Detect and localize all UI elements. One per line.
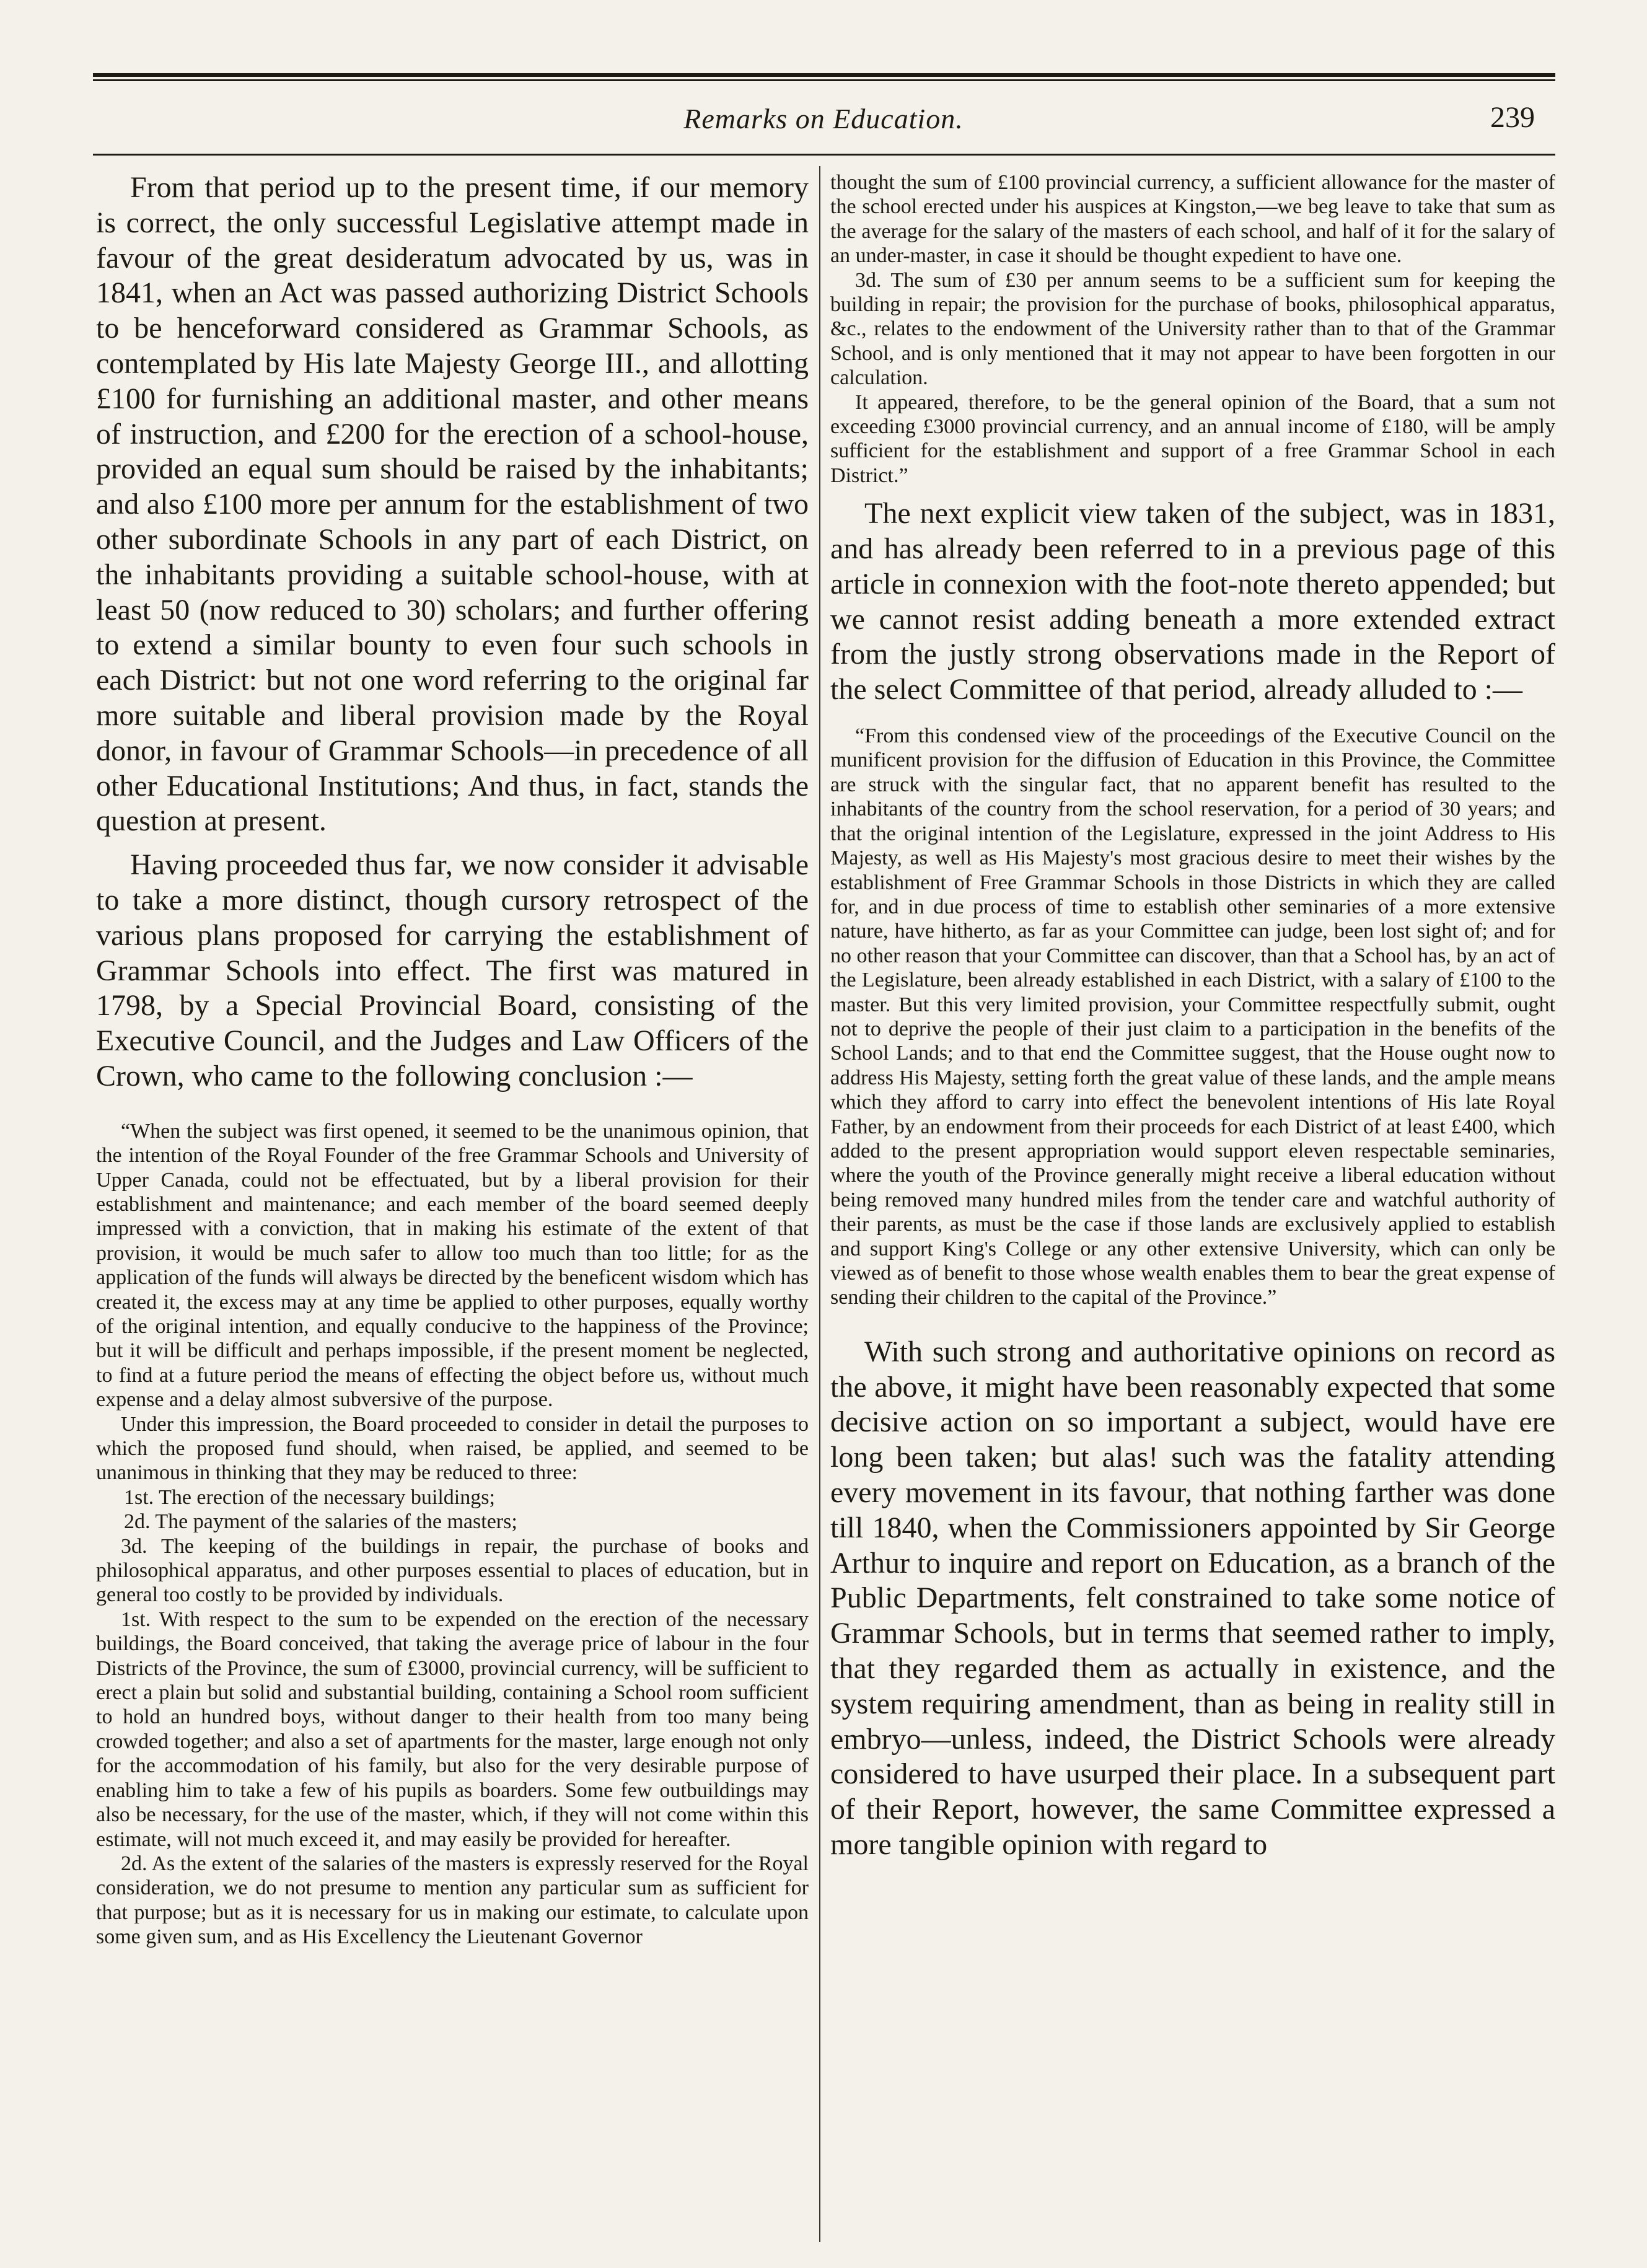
list-item: 3d. The keeping of the buildings in repair, the purchase of books and philosophical apparatus, and other purposes essential to places of education, but in general too costly to be provided by individuals. <box>96 1534 809 1607</box>
quote-paragraph: “From this condensed view of the proceedings of the Executive Council on the munificent provision for the diffusion of Education in this Province, the Committee are struck with the singular fact, that no apparent benefit has resulted to the inhabitants of the country from the school reservation, for a period of 30 years; and that the original intention of the Legislature, expressed in the joint Address to His Majesty, as well as His Majesty's most gracious desire to meet their wishes by the establishment of Free Grammar Schools in those Districts in which they are called for, and in due process of time to establish other seminaries of a more extensive nature, have hitherto, as far as your Committee can judge, been lost sight of; and for no other reason that your Committee can discover, than that a School has, by an act of the Legislature, been already established in each District, with a salary of £100 to the master. But this very limited provision, your Committee respectfully submit, ought not to deprive the people of their just claim to a participation in the benefits of the School Lands; and to that end the Committee suggest, that the House ought now to address His Majesty, setting forth the great value of these lands, and the ample means which they afford to carry into effect the benevolent intentions of His late Royal Father, by an endowment from their proceeds for each District of at least £400, which added to the present appropriation would support eleven respectable seminaries, where the youth of the Province generally might receive a liberal education without being removed many hundred miles from the tender care and watchful authority of their parents, as must be the case if those lands are exclusively applied to establish and support King's College or any other extensive University, which can only be viewed as of benefit to those whose wealth enables them to bear the great expense of sending their children to the capital of the Province.” <box>830 724 1555 1309</box>
top-thick-rule <box>93 73 1555 77</box>
page-number: 239 <box>1490 101 1535 134</box>
paragraph: The next explicit view taken of the subject, was in 1831, and has already been referred to in a previous page of this article in connexion with the foot-note thereto appended; but we cannot resist adding beneath a more extended extract from the justly strong observations made in the Report of the select Committee of that period, already alluded to :— <box>830 497 1555 706</box>
paragraph: From that period up to the present time, if our memory is correct, the only successful Legislative attempt made in favour of the great desideratum advocated by us, was in 1841, when an Act was passed authorizing District Schools to be henceforward considered as Grammar Schools, as contemplated by His late Majesty George III., and allotting £100 for furnishing an additional master, and other means of instruction, and £200 for the erection of a school-house, provided an equal sum should be raised by the inhabitants; and also £100 more per annum for the establishment of two other subordinate Schools in any part of each District, on the inhabitants providing a suitable school-house, with at least 50 (now reduced to 30) scholars; and further offering to extend a similar bounty to even four such schools in each District: but not one word referring to the original far more suitable and liberal provision made by the Royal donor, in favour of Grammar Schools—in precedence of all other Educational Institutions; And thus, in fact, stands the question at present. <box>96 171 809 838</box>
quote-paragraph: Under this impression, the Board proceeded to consider in detail the purposes to which the proposed fund should, when raised, be applied, and seemed to be unanimous in thinking that they may be reduced to three: <box>96 1412 809 1485</box>
paragraph: Having proceeded thus far, we now consider it advisable to take a more distinct, though cursory retrospect of the various plans proposed for carrying the establishment of Grammar Schools into effect. The first was matured in 1798, by a Special Provincial Board, consisting of the Executive Council, and the Judges and Law Officers of the Crown, who came to the following conclusion :— <box>96 848 809 1092</box>
right-column <box>830 170 1555 1863</box>
quote-paragraph: 2d. As the extent of the salaries of the masters is expressly reserved for the Royal consideration, we do not presume to mention any particular sum as sufficient for that purpose; but as it is necessary for us in making our estimate, to calculate upon some given sum, and as His Excellency the Lieutenant Governor <box>96 1852 809 1949</box>
list-item: 1st. The erection of the necessary buildings; <box>124 1485 495 1509</box>
header-rule <box>93 154 1555 156</box>
running-header: Remarks on Education. <box>683 103 964 134</box>
quote-paragraph: “When the subject was first opened, it seemed to be the unanimous opinion, that the intention of the Royal Founder of the free Grammar Schools and University of Upper Canada, could not be effectuated, but by a liberal provision for their establishment and maintenance; and each member of the board seemed deeply impressed with a conviction, that in making his estimate of the extent of that provision, it would be much safer to allow too much than too little; for as the application of the funds will always be directed by the beneficent wisdom which has created it, the excess may at any time be applied to other purposes, equally worthy of the original intention, and equally conducive to the happiness of the Province; but it will be difficult and perhaps impossible, if the present moment be neglected, to find at a future period the means of effecting the object before us, without much expense and a delay almost subversive of the purpose. <box>96 1119 809 1412</box>
quote-paragraph: thought the sum of £100 provincial currency, a sufficient allowance for the master of the school erected under his auspices at Kingston,—we beg leave to take that sum as the average for the salary of the masters of each school, and half of it for the salary of an under-master, in case it should be thought expedient to have one. <box>830 171 1555 268</box>
left-column <box>96 170 809 1949</box>
quote-paragraph: 3d. The sum of £30 per annum seems to be a sufficient sum for keeping the building in repair; the provision for the purchase of books, philosophical apparatus, &c., relates to the endowment of the University rather than to that of the Grammar School, and is only mentioned that it may not appear to have been forgotten in our calculation. <box>830 268 1555 390</box>
column-divider <box>819 166 820 2242</box>
quote-paragraph: It appeared, therefore, to be the general opinion of the Board, that a sum not exceeding £3000 provincial currency, and an annual income of £180, will be amply sufficient for the establishment and support of a free Grammar School in each District.” <box>830 390 1555 487</box>
top-thin-rule <box>93 79 1555 81</box>
paragraph: With such strong and authoritative opinions on record as the above, it might have been reasonably expected that some decisive action on so important a subject, would have ere long been taken; but alas! such was the fatality attending every movement in its favour, that nothing farther was done till 1840, when the Commissioners appointed by Sir George Arthur to inquire and report on Education, as a branch of the Public Departments, felt constrained to take some notice of Grammar Schools, but in terms that seemed rather to imply, that they regarded them as actually in existence, and the system requiring amendment, than as being in reality still in embryo—unless, indeed, the District Schools were already considered to have usurped their place. In a subsequent part of their Report, however, the same Committee expressed a more tangible opinion with regard to <box>830 1335 1555 1861</box>
list-item: 2d. The payment of the salaries of the masters; <box>124 1510 517 1534</box>
quote-paragraph: 1st. With respect to the sum to be expended on the erection of the necessary buildings, the Board conceived, that taking the average price of labour in the four Districts of the Province, the sum of £3000, provincial currency, will be sufficient to erect a plain but solid and substantial building, containing a School room sufficient to hold an hundred boys, without danger to their health from too many being crowded together; and also a set of apartments for the master, large enough not only for the accommodation of his family, but also for the very desirable purpose of enabling him to take a few of his pupils as boarders. Some few outbuildings may also be necessary, for the use of the master, which, if they will not come within this estimate, will not much exceed it, and may easily be provided for hereafter. <box>96 1607 809 1851</box>
